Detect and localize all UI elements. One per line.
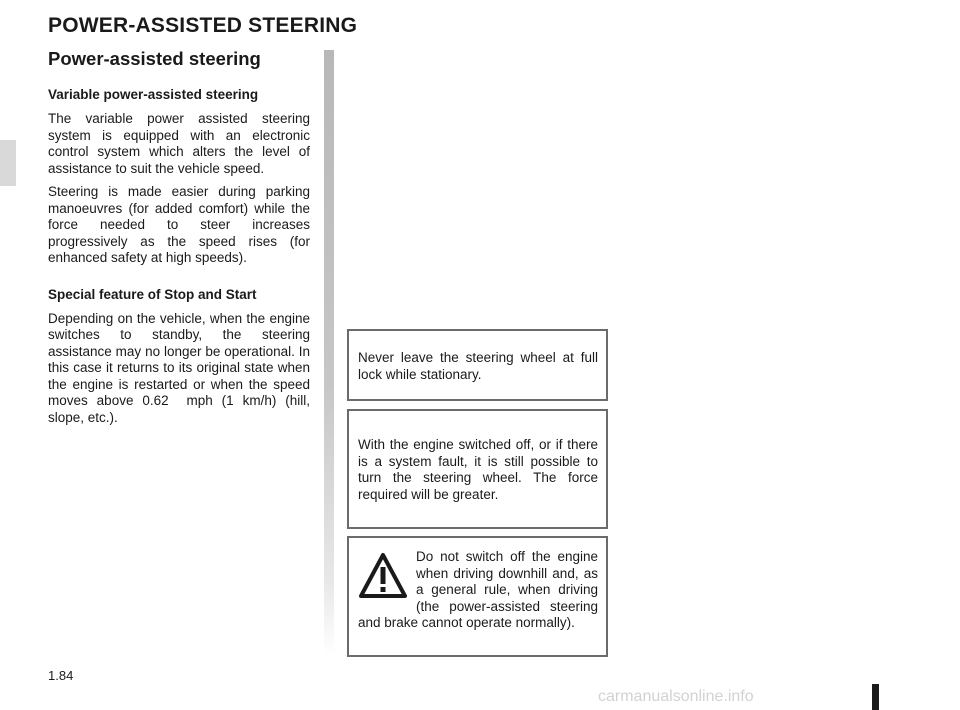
note-box-engine-off (347, 409, 608, 529)
watermark: carmanualsonline.info (598, 688, 754, 705)
paragraph-stop-start: Depending on the vehicle, when the engine switches to standby, the steering assistance may no longer be operational. In this case it returns to its original state when the engine is restarted or when the speed moves above 0.62 mph (1 km/h) (hill, slope, etc.). (48, 310, 310, 425)
section-title: Power-assisted steering (48, 48, 261, 69)
subheading-stop-start: Special feature of Stop and Start (48, 286, 257, 302)
chapter-tab-marker (0, 140, 16, 186)
warning-box-downhill (347, 536, 608, 657)
page-title: POWER-ASSISTED STEERING (48, 14, 358, 37)
column-divider (324, 50, 334, 655)
paragraph-variable-steering-1: The variable power assisted steering system is equipped with an electronic control system which alters the level of assistance to suit the vehicle speed. (48, 111, 310, 176)
page-number: 1.84 (48, 668, 74, 683)
warning-triangle-icon (358, 551, 408, 601)
note-text: With the engine switched off, or if there is a system fault, it is still possible to turn the steering wheel. The force required will be greater. (358, 437, 598, 502)
subheading-variable-steering: Variable power-assisted steering (48, 87, 259, 102)
note-text: Never leave the steering wheel at full lock while stationary. (358, 350, 598, 382)
page-corner-marker (872, 684, 879, 710)
main-text-column (48, 48, 310, 433)
note-box-full-lock (347, 329, 608, 401)
paragraph-variable-steering-2: Steering is made easier during parking manoeuvres (for added comfort) while the force needed to steer increases progressively as the speed rises (for enhanced safety at high speeds). (48, 184, 310, 265)
warning-text: Do not switch off the engine when driving downhill and, as a general rule, when driving (the power-assisted steering and brake cannot operate normally). (358, 549, 598, 630)
spacer (48, 274, 310, 287)
